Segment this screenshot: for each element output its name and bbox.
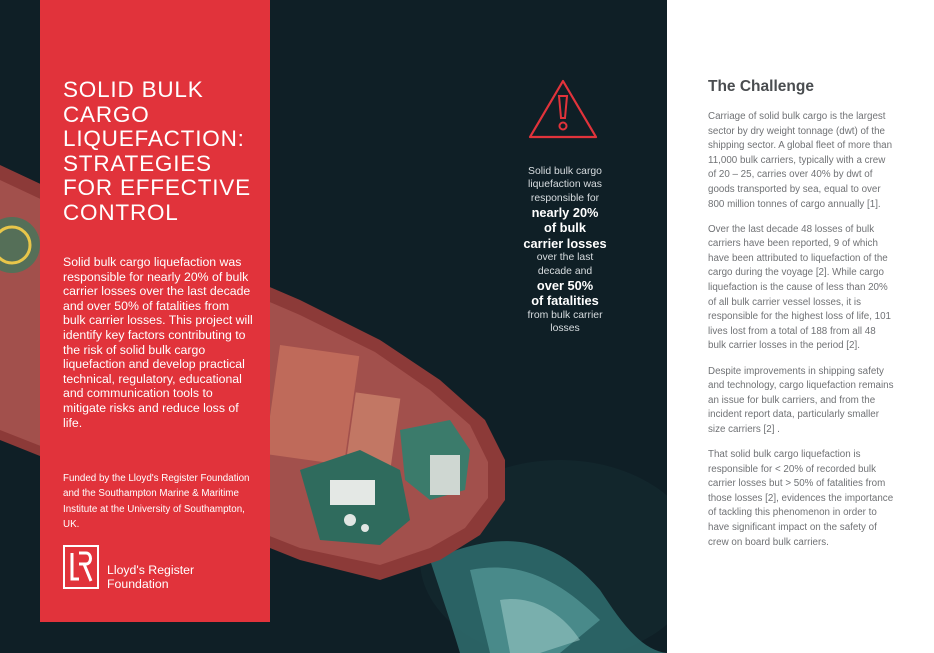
challenge-paragraph: That solid bulk cargo liquefaction is responsible for < 20% of recorded bulk carrier losses but > 50% of fatalities from those losses [2], evidences the importance of tackling this phenomenon in order to have significant impact on the safety of crew on board bulk carriers. [708, 448, 894, 548]
page-title [63, 78, 263, 226]
logo-line: Foundation [107, 576, 169, 591]
stat-line: decade and [537, 265, 593, 277]
title-line: STRATEGIES [63, 150, 212, 176]
lr-logo-icon [63, 545, 99, 589]
challenge-column [708, 78, 894, 561]
stat-highlight-line: of bulk [544, 220, 586, 236]
intro-paragraph: Solid bulk cargo liquefaction was responsible for nearly 20% of bulk carrier losses over the last decade and over 50% of fatalities from bulk carrier losses. This project will identify key factors contributing to the risk of solid bulk cargo liquefaction and develop practical technical, regulatory, educational and communication tools to mitigate risks and reduce loss of life. [63, 255, 253, 430]
stat-highlight-line: of fatalities [531, 293, 599, 309]
stat-line: liquefaction was [528, 179, 602, 191]
stat-line: losses [550, 323, 580, 335]
stat-line: responsible for [530, 192, 600, 204]
lr-logo-text [107, 564, 194, 591]
stat-highlight-line: carrier losses [523, 235, 607, 251]
stat-highlight-line: over 50% [536, 277, 594, 293]
title-line: LIQUEFACTION: [63, 126, 245, 152]
stat-line: Solid bulk cargo [528, 166, 602, 177]
title-line: FOR EFFECTIVE [63, 175, 251, 201]
title-line: CONTROL [63, 199, 179, 225]
challenge-paragraph: Over the last decade 48 losses of bulk carriers have been reported, 9 of which have been attributed to liquefaction of the cargo during the voyage [2]. While cargo liquefaction is the cause of less than 20% of all bulk carrier vessel losses, it is responsible for the highest loss of life, 101 lives lost from a total of 188 from all 48 bulk carrier losses in the period [2]. [708, 223, 891, 352]
funding-note: Funded by the Lloyd's Register Foundation and the Southampton Marine & Maritime Institute at the University of Southampton, UK. [63, 473, 250, 531]
warning-triangle-icon [527, 78, 599, 145]
challenge-heading: The Challenge [708, 78, 814, 95]
challenge-paragraph: Despite improvements in shipping safety and technology, cargo liquefaction remains an issue for bulk carriers, and from the incident report data, particularly smaller size carriers [2] . [708, 365, 894, 435]
title-line: CARGO [63, 101, 150, 127]
stat-line: from bulk carrier [527, 309, 603, 321]
stat-callout [502, 165, 628, 336]
challenge-paragraph: Carriage of solid bulk cargo is the largest sector by dry weight tonnage (dwt) of the shipping sector. A global fleet of more than 11,000 bulk carriers, typically with a crew of 20 – 25, carries over 40% by dwt of goods transported by sea, equal to over 800 million tonnes of cargo annually [1]. [708, 111, 893, 210]
title-line: SOLID BULK [63, 77, 204, 102]
stat-line: over the last [536, 252, 594, 264]
title-panel [40, 0, 270, 622]
stat-highlight-line: nearly 20% [531, 204, 599, 220]
logo-line: Lloyd's Register [107, 563, 195, 577]
